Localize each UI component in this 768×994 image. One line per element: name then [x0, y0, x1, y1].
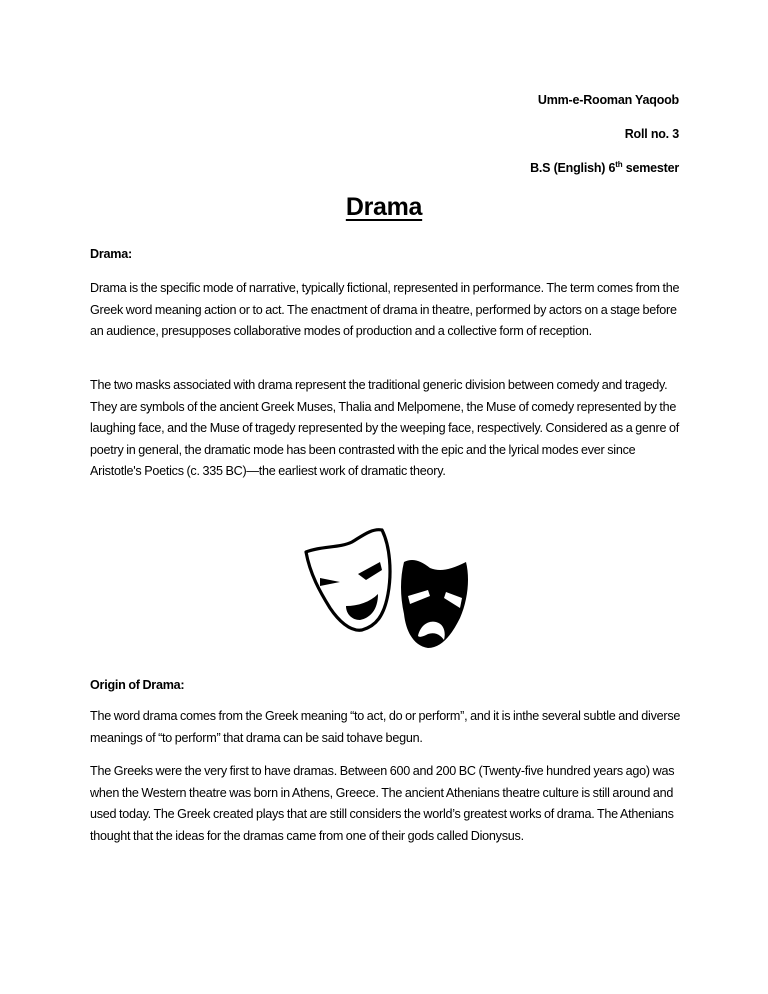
section-heading-origin [90, 677, 682, 693]
paragraph-definition [90, 278, 682, 343]
paragraph: The Greeks were the very first to have dramas. Between 600 and 200 BC (Twenty-five hundred years ago) was when the Western theatre was born in Athens, Greece. The ancient Athenians theatre culture is still around and used today. The Greek created plays that are still considers the world’s greatest works of drama. The Athenians thought that the ideas for the dramas came from one of their gods called Dionysus. [90, 764, 675, 843]
paragraph: Drama is the specific mode of narrative, typically fictional, represented in performance. The term comes from the Greek word meaning action or to act. The enactment of drama in theatre, performed by actors on a stage before an audience, presupposes collaborative modes of production and a collective form of reception. [90, 281, 680, 338]
paragraph: The word drama comes from the Greek meaning “to act, do or perform”, and it is inthe several subtle and diverse meanings of “to perform” that drama can be said tohave begun. [90, 709, 681, 745]
section-heading: Drama: [90, 247, 132, 261]
program-suffix: semester [622, 161, 679, 175]
program-semester [530, 160, 679, 176]
comedy-tragedy-masks-icon [300, 522, 472, 654]
author-block [530, 92, 679, 194]
paragraph: The two masks associated with drama represent the traditional generic division between comedy and tragedy. They are symbols of the ancient Greek Muses, Thalia and Melpomene, the Muse of comedy represented by the laughing face, and the Muse of tragedy represented by the weeping face, respectively. Considered as a genre of poetry in general, the dramatic mode has been contrasted with the epic and the lyrical modes ever since Aristotle's Poetics (c. 335 BC)—the earliest work of dramatic theory. [90, 378, 679, 478]
paragraph-greek-history [90, 761, 682, 847]
section-heading-drama [90, 246, 682, 262]
program-prefix: B.S (English) 6 [530, 161, 616, 175]
section-heading: Origin of Drama: [90, 678, 185, 692]
ordinal-suffix: th [615, 160, 623, 169]
page-title: Drama [345, 193, 423, 221]
paragraph-etymology [90, 706, 682, 749]
paragraph-masks [90, 375, 682, 483]
roll-number: Roll no. 3 [624, 127, 679, 141]
author-name: Umm-e-Rooman Yaqoob [537, 93, 679, 107]
